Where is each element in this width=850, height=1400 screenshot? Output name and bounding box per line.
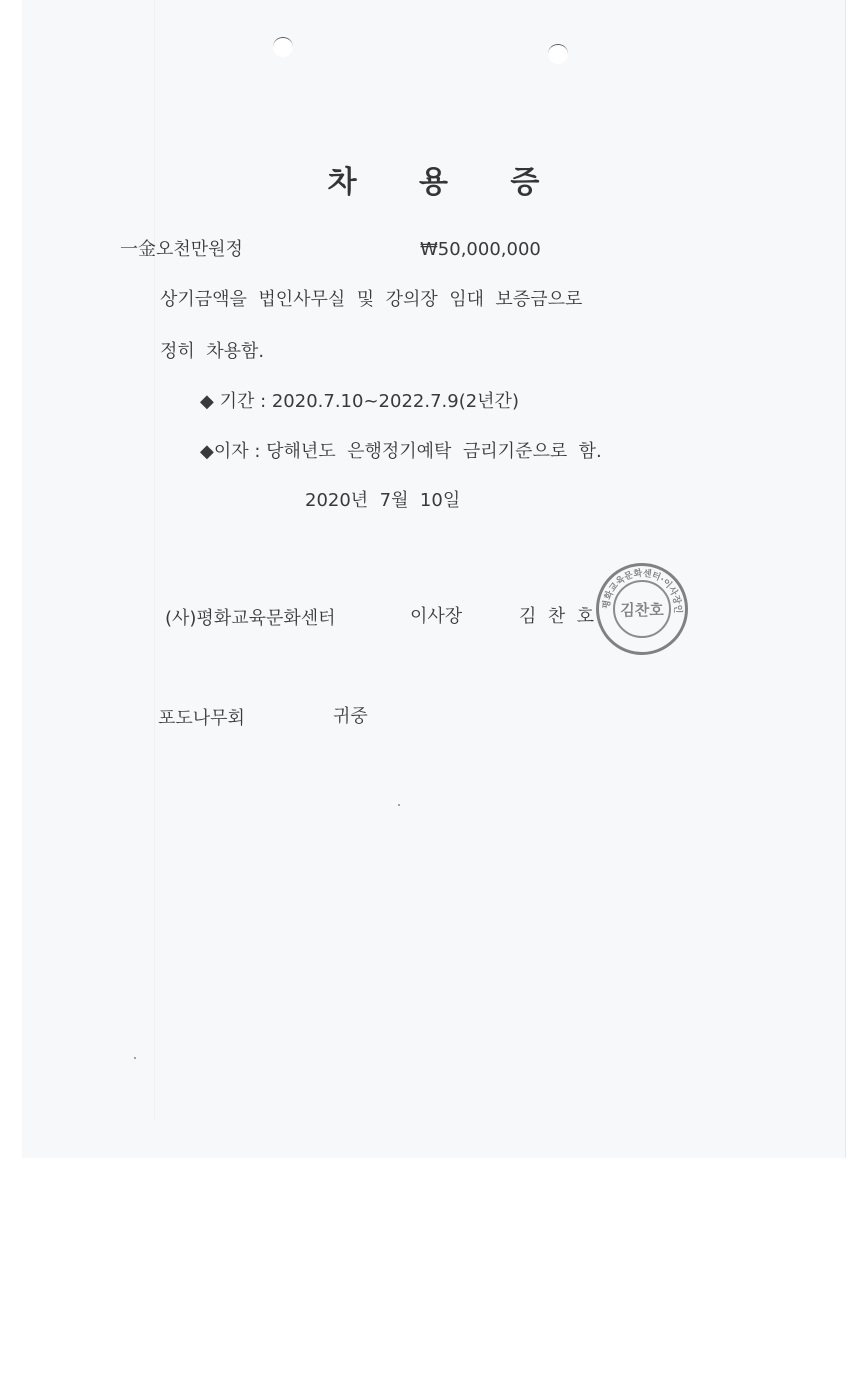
svg-text:김찬호: 김찬호 xyxy=(620,601,664,619)
borrower-title: 이사장 xyxy=(410,606,463,627)
punch-hole-left xyxy=(273,37,293,57)
diamond-bullet-icon: ◆ xyxy=(200,391,214,412)
term-row xyxy=(200,391,519,413)
seal-stamp xyxy=(596,563,688,655)
scan-speck xyxy=(398,804,400,806)
scan-speck xyxy=(134,1057,136,1059)
svg-text:평화교육문화센터·이사장인: 평화교육문화센터·이사장인 xyxy=(601,568,683,614)
amount-korean: 一金오천만원정 xyxy=(120,239,243,260)
diamond-bullet-icon: ◆ xyxy=(200,441,214,462)
seal-inner-ring xyxy=(613,580,671,638)
interest-text: 이자 : 당해년도 은행정기예탁 금리기준으로 함. xyxy=(213,441,602,462)
recipient: 포도나무회 xyxy=(158,708,245,729)
term-text: 기간 : 2020.7.10~2022.7.9(2년간) xyxy=(213,391,519,412)
borrower-org: (사)평화교육문화센터 xyxy=(165,608,336,629)
document-title: 차 용 증 xyxy=(327,165,566,200)
document-page xyxy=(22,0,846,1158)
body-line-1: 상기금액을 법인사무실 및 강의장 임대 보증금으로 xyxy=(160,289,583,310)
borrower-name: 김 찬 호 xyxy=(519,606,595,627)
amount-number: ₩50,000,000 xyxy=(420,239,541,260)
punch-hole-right xyxy=(548,44,568,64)
body-line-2: 정히 차용함. xyxy=(160,341,265,362)
document-date: 2020년 7월 10일 xyxy=(305,490,461,511)
interest-row xyxy=(200,441,602,463)
recipient-honorific: 귀중 xyxy=(333,706,368,727)
